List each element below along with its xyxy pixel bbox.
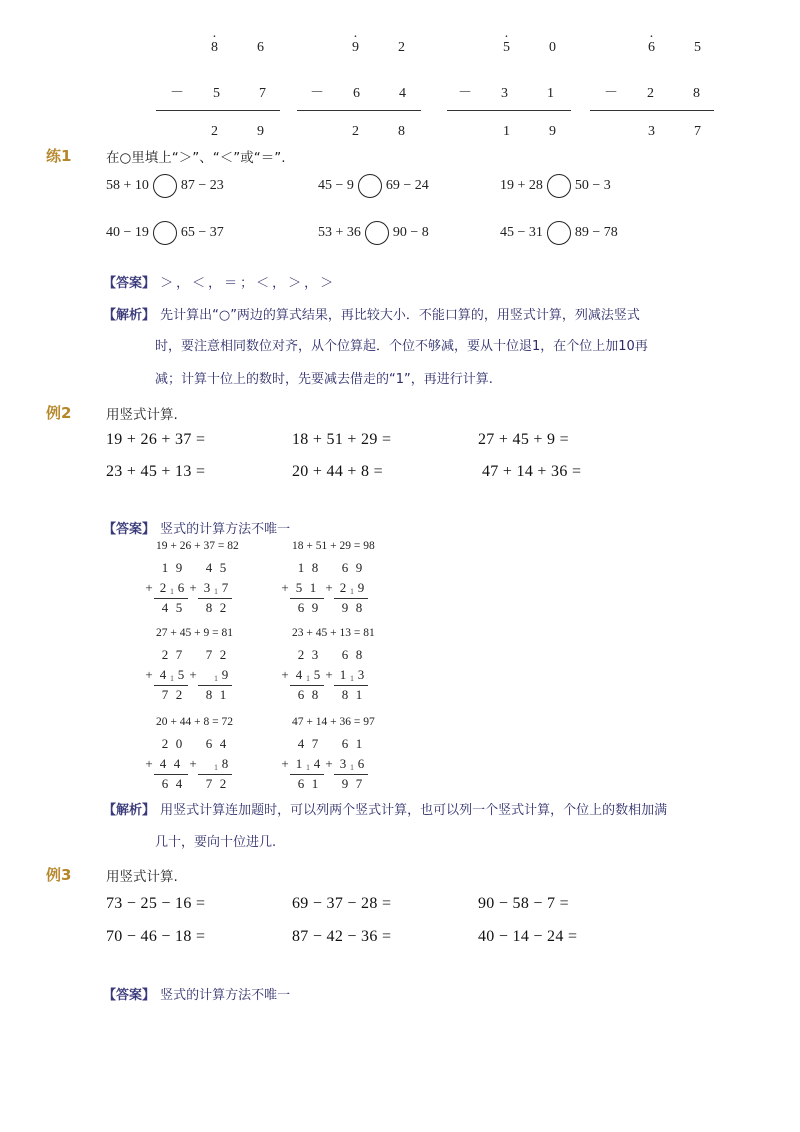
answer-circle[interactable] [547,174,571,198]
addend-bottom [278,580,320,596]
addend-top [202,647,230,663]
plus-sign: + [145,756,153,771]
digit: 1 [311,776,319,791]
addend-bottom [142,756,184,772]
answer-tag: 【答案】 [103,988,156,1003]
problem: 23 + 45 + 13 = [106,463,206,480]
digit: 1 [503,124,510,139]
sum-line [154,774,188,775]
problem: 73 − 25 − 16 = [106,895,206,912]
sub4-result [648,124,701,140]
carry-mark: 1 [306,763,310,772]
digit: 7 [161,687,169,702]
answer-text: ＞，＜，＝；＜，＞，＞ [160,276,337,291]
digit: · 5 [503,40,510,56]
problem: 18 + 51 + 29 = [292,431,392,448]
final-sum [202,776,230,792]
compare-left: 40 − 19 [106,225,149,241]
plus-sign: + [281,756,289,771]
digit: 7 [205,776,213,791]
example3-label: 例3 [46,866,72,884]
addend-top [202,736,230,752]
plus-sign: + [189,580,197,595]
sub1-line [156,110,280,111]
digit: 2 [219,776,227,791]
digit: 4 [399,86,406,101]
addend-bottom [186,580,232,596]
compare-right: 69 − 24 [385,178,429,194]
compare-left: 45 − 9 [318,178,354,194]
digit: 2 [175,687,183,702]
digit: 1 [547,86,554,101]
solution-equation: 47 + 14 + 36 = 97 [292,716,375,728]
compare-left: 19 + 28 [500,178,543,194]
carry-mark: 1 [214,587,218,596]
addend-bottom [186,667,232,683]
problem: 20 + 44 + 8 = [292,463,383,480]
digit: 2 [161,736,169,751]
sum-line [334,774,368,775]
carry-mark: 1 [214,763,218,772]
digit: 4 [313,756,321,771]
plus-sign: + [281,667,289,682]
digit: 8 [205,600,213,615]
sub1-result [211,124,264,140]
partial-sum [158,687,186,703]
addend-bottom [186,756,232,772]
plus-sign: + [145,580,153,595]
addend-top [338,647,366,663]
digit: 5 [175,600,183,615]
digit: 9 [221,667,229,682]
digit: 1 [161,560,169,575]
digit: 8 [221,756,229,771]
addend-bottom [322,580,368,596]
digit: 3 [203,580,211,595]
sub4-subtrahend [604,82,700,102]
analysis-text: 几十，要向十位进几. [155,835,277,850]
digit: 2 [339,580,347,595]
example2-answer [103,518,290,537]
sum-line [198,774,232,775]
compare-item [318,174,429,198]
digit: 5 [295,580,303,595]
problem: 90 − 58 − 7 = [478,895,569,912]
example2-label: 例2 [46,404,72,422]
digit: 2 [352,124,359,139]
problem: 19 + 26 + 37 = [106,431,206,448]
digit: 7 [205,647,213,662]
digit: 0 [175,736,183,751]
final-sum [338,776,366,792]
solution-equation: 23 + 45 + 13 = 81 [292,627,375,639]
carry-mark: 1 [306,674,310,683]
plus-sign: + [325,580,333,595]
minus-sign: － [170,86,184,101]
analysis-text: 用竖式计算连加题时，可以列两个竖式计算，也可以列一个竖式计算，个位上的数相加满 [160,803,668,818]
partial-sum [158,600,186,616]
digit: 4 [173,756,181,771]
digit: 6 [257,40,264,55]
digit: · 6 [648,40,655,56]
analysis-text: 减；计算十位上的数时，先要减去借走的“1”，再进行计算. [155,372,493,387]
digit: 6 [357,756,365,771]
sum-line [334,685,368,686]
digit: 8 [693,86,700,101]
digit: 8 [311,560,319,575]
compare-item [500,174,611,198]
sub3-top [503,40,556,56]
digit: 0 [549,40,556,55]
answer-circle[interactable] [153,221,177,245]
sum-line [334,598,368,599]
sub1-subtrahend [170,82,266,102]
digit: 1 [219,687,227,702]
answer-tag: 【答案】 [103,276,156,291]
digit: 7 [175,647,183,662]
minus-sign: － [604,86,618,101]
addend-top [158,647,186,663]
digit: 1 [339,667,347,682]
plus-sign: + [189,667,197,682]
digit: 8 [311,687,319,702]
addend-bottom [322,667,368,683]
digit: 7 [221,580,229,595]
addend-top [338,560,366,576]
digit: 8 [355,647,363,662]
sum-line [198,598,232,599]
analysis-tag: 【解析】 [103,308,156,323]
answer-circle[interactable] [365,221,389,245]
sub3-subtrahend [458,82,554,102]
digit: 4 [159,756,167,771]
compare-left: 45 − 31 [500,225,543,241]
analysis-text: 先计算出“○”两边的算式结果，再比较大小．不能口算的，用竖式计算，列减法竖式 [160,308,640,323]
solution-equation-line [156,627,233,639]
answer-text: 竖式的计算方法不唯一 [160,522,291,537]
digit: 1 [355,736,363,751]
final-sum [338,687,366,703]
digit: 7 [259,86,266,101]
minus-sign: － [310,86,324,101]
addend-top [158,736,186,752]
final-sum [202,687,230,703]
sub4-top [648,40,701,56]
digit: 2 [219,600,227,615]
carry-mark: 1 [350,674,354,683]
digit: · 9 [352,40,359,56]
digit: 2 [161,647,169,662]
answer-circle[interactable] [358,174,382,198]
digit: 9 [341,600,349,615]
carry-mark: 1 [170,674,174,683]
digit: 5 [213,86,220,101]
solution-equation-line [156,716,233,728]
digit: 9 [341,776,349,791]
digit: 6 [353,86,360,101]
final-sum [338,600,366,616]
addend-bottom [278,756,324,772]
digit: 8 [205,687,213,702]
final-sum [202,600,230,616]
digit: 6 [341,560,349,575]
digit: 6 [205,736,213,751]
digit: 9 [357,580,365,595]
sum-line [290,774,324,775]
digit: 1 [297,560,305,575]
problem: 40 − 14 − 24 = [478,928,578,945]
addend-top [338,736,366,752]
digit: 4 [159,667,167,682]
digit: 5 [177,667,185,682]
practice1-analysis [103,304,640,323]
compare-right: 50 − 3 [574,178,611,194]
example3-instruction: 用竖式计算. [106,869,178,885]
digit: 3 [501,86,508,101]
analysis-text: 时，要注意相同数位对齐，从个位算起．个位不够减，要从十位退1，在个位上加10再 [155,339,648,354]
digit: 5 [313,667,321,682]
digit: 4 [175,776,183,791]
addend-top [294,560,322,576]
sub2-top [352,40,405,56]
sub2-result [352,124,405,140]
digit: 6 [341,647,349,662]
digit: 4 [295,667,303,682]
sub3-line [447,110,571,111]
example2-analysis [103,799,667,818]
answer-circle[interactable] [153,174,177,198]
digit: 9 [355,560,363,575]
example3-answer [103,984,290,1003]
digit: 2 [398,40,405,55]
digit: 9 [175,560,183,575]
digit: 2 [647,86,654,101]
answer-circle[interactable] [547,221,571,245]
sub1-top [211,40,264,56]
digit: 4 [161,600,169,615]
digit: 2 [297,647,305,662]
sum-line [290,685,324,686]
compare-item [500,221,618,245]
addend-top [158,560,186,576]
problem: 69 − 37 − 28 = [292,895,392,912]
solution-equation: 27 + 45 + 9 = 81 [156,627,233,639]
digit: 9 [257,124,264,139]
digit: 4 [205,560,213,575]
digit: 6 [341,736,349,751]
example2-instruction: 用竖式计算. [106,407,178,423]
digit: 4 [297,736,305,751]
answer-tag: 【答案】 [103,522,156,537]
sum-line [154,598,188,599]
compare-item [318,221,429,245]
compare-item [106,221,224,245]
sub3-result [503,124,556,140]
solution-equation-line [156,540,239,552]
digit: 1 [295,756,303,771]
compare-left: 58 + 10 [106,178,149,194]
digit: 8 [398,124,405,139]
compare-item [106,174,224,198]
digit: 9 [549,124,556,139]
digit: 4 [219,736,227,751]
sum-line [198,685,232,686]
sum-line [290,598,324,599]
digit: 2 [159,580,167,595]
sum-line [154,685,188,686]
addend-bottom [278,667,324,683]
problem: 87 − 42 − 36 = [292,928,392,945]
digit: · 8 [211,40,218,56]
digit: 5 [694,40,701,55]
problem: 47 + 14 + 36 = [482,463,582,480]
digit: 3 [648,124,655,139]
carry-mark: 1 [350,587,354,596]
plus-sign: + [281,580,289,595]
solution-equation: 18 + 51 + 29 = 98 [292,540,375,552]
digit: 1 [355,687,363,702]
digit: 5 [219,560,227,575]
plus-sign: + [189,756,197,771]
digit: 6 [161,776,169,791]
digit: 8 [355,600,363,615]
addend-bottom [322,756,368,772]
compare-right: 89 − 78 [574,225,618,241]
digit: 7 [311,736,319,751]
solution-equation-line [292,627,375,639]
addend-top [294,736,322,752]
carry-mark: 1 [350,763,354,772]
compare-right: 87 − 23 [180,178,224,194]
compare-left: 53 + 36 [318,225,361,241]
digit: 9 [311,600,319,615]
digit: 2 [211,124,218,139]
problem: 70 − 46 − 18 = [106,928,206,945]
answer-text: 竖式的计算方法不唯一 [160,988,291,1003]
digit: 1 [309,580,317,595]
digit: 8 [341,687,349,702]
digit: 6 [297,600,305,615]
analysis-tag: 【解析】 [103,803,156,818]
problem: 27 + 45 + 9 = [478,431,569,448]
addend-top [202,560,230,576]
digit: 7 [694,124,701,139]
digit: 7 [355,776,363,791]
addend-top [294,647,322,663]
practice1-answer [103,272,336,291]
sub2-subtrahend [310,82,406,102]
plus-sign: + [145,667,153,682]
practice1-instruction: 在○里填上“＞”、“＜”或“＝”. [106,150,286,166]
solution-equation-line [292,716,375,728]
digit: 3 [339,756,347,771]
solution-equation: 20 + 44 + 8 = 72 [156,716,233,728]
sub2-line [297,110,421,111]
digit: 6 [297,687,305,702]
partial-sum [294,600,322,616]
solution-equation-line [292,540,375,552]
digit: 3 [311,647,319,662]
digit: 6 [177,580,185,595]
plus-sign: + [325,756,333,771]
compare-right: 90 − 8 [392,225,429,241]
digit: 2 [219,647,227,662]
carry-mark: 1 [170,587,174,596]
addend-bottom [142,667,188,683]
partial-sum [294,687,322,703]
minus-sign: － [458,86,472,101]
solution-equation: 19 + 26 + 37 = 82 [156,540,239,552]
practice1-label: 练1 [46,147,72,165]
compare-right: 65 − 37 [180,225,224,241]
digit: 3 [357,667,365,682]
partial-sum [294,776,322,792]
partial-sum [158,776,186,792]
digit: 6 [297,776,305,791]
plus-sign: + [325,667,333,682]
carry-mark: 1 [214,674,218,683]
addend-bottom [142,580,188,596]
sub4-line [590,110,714,111]
